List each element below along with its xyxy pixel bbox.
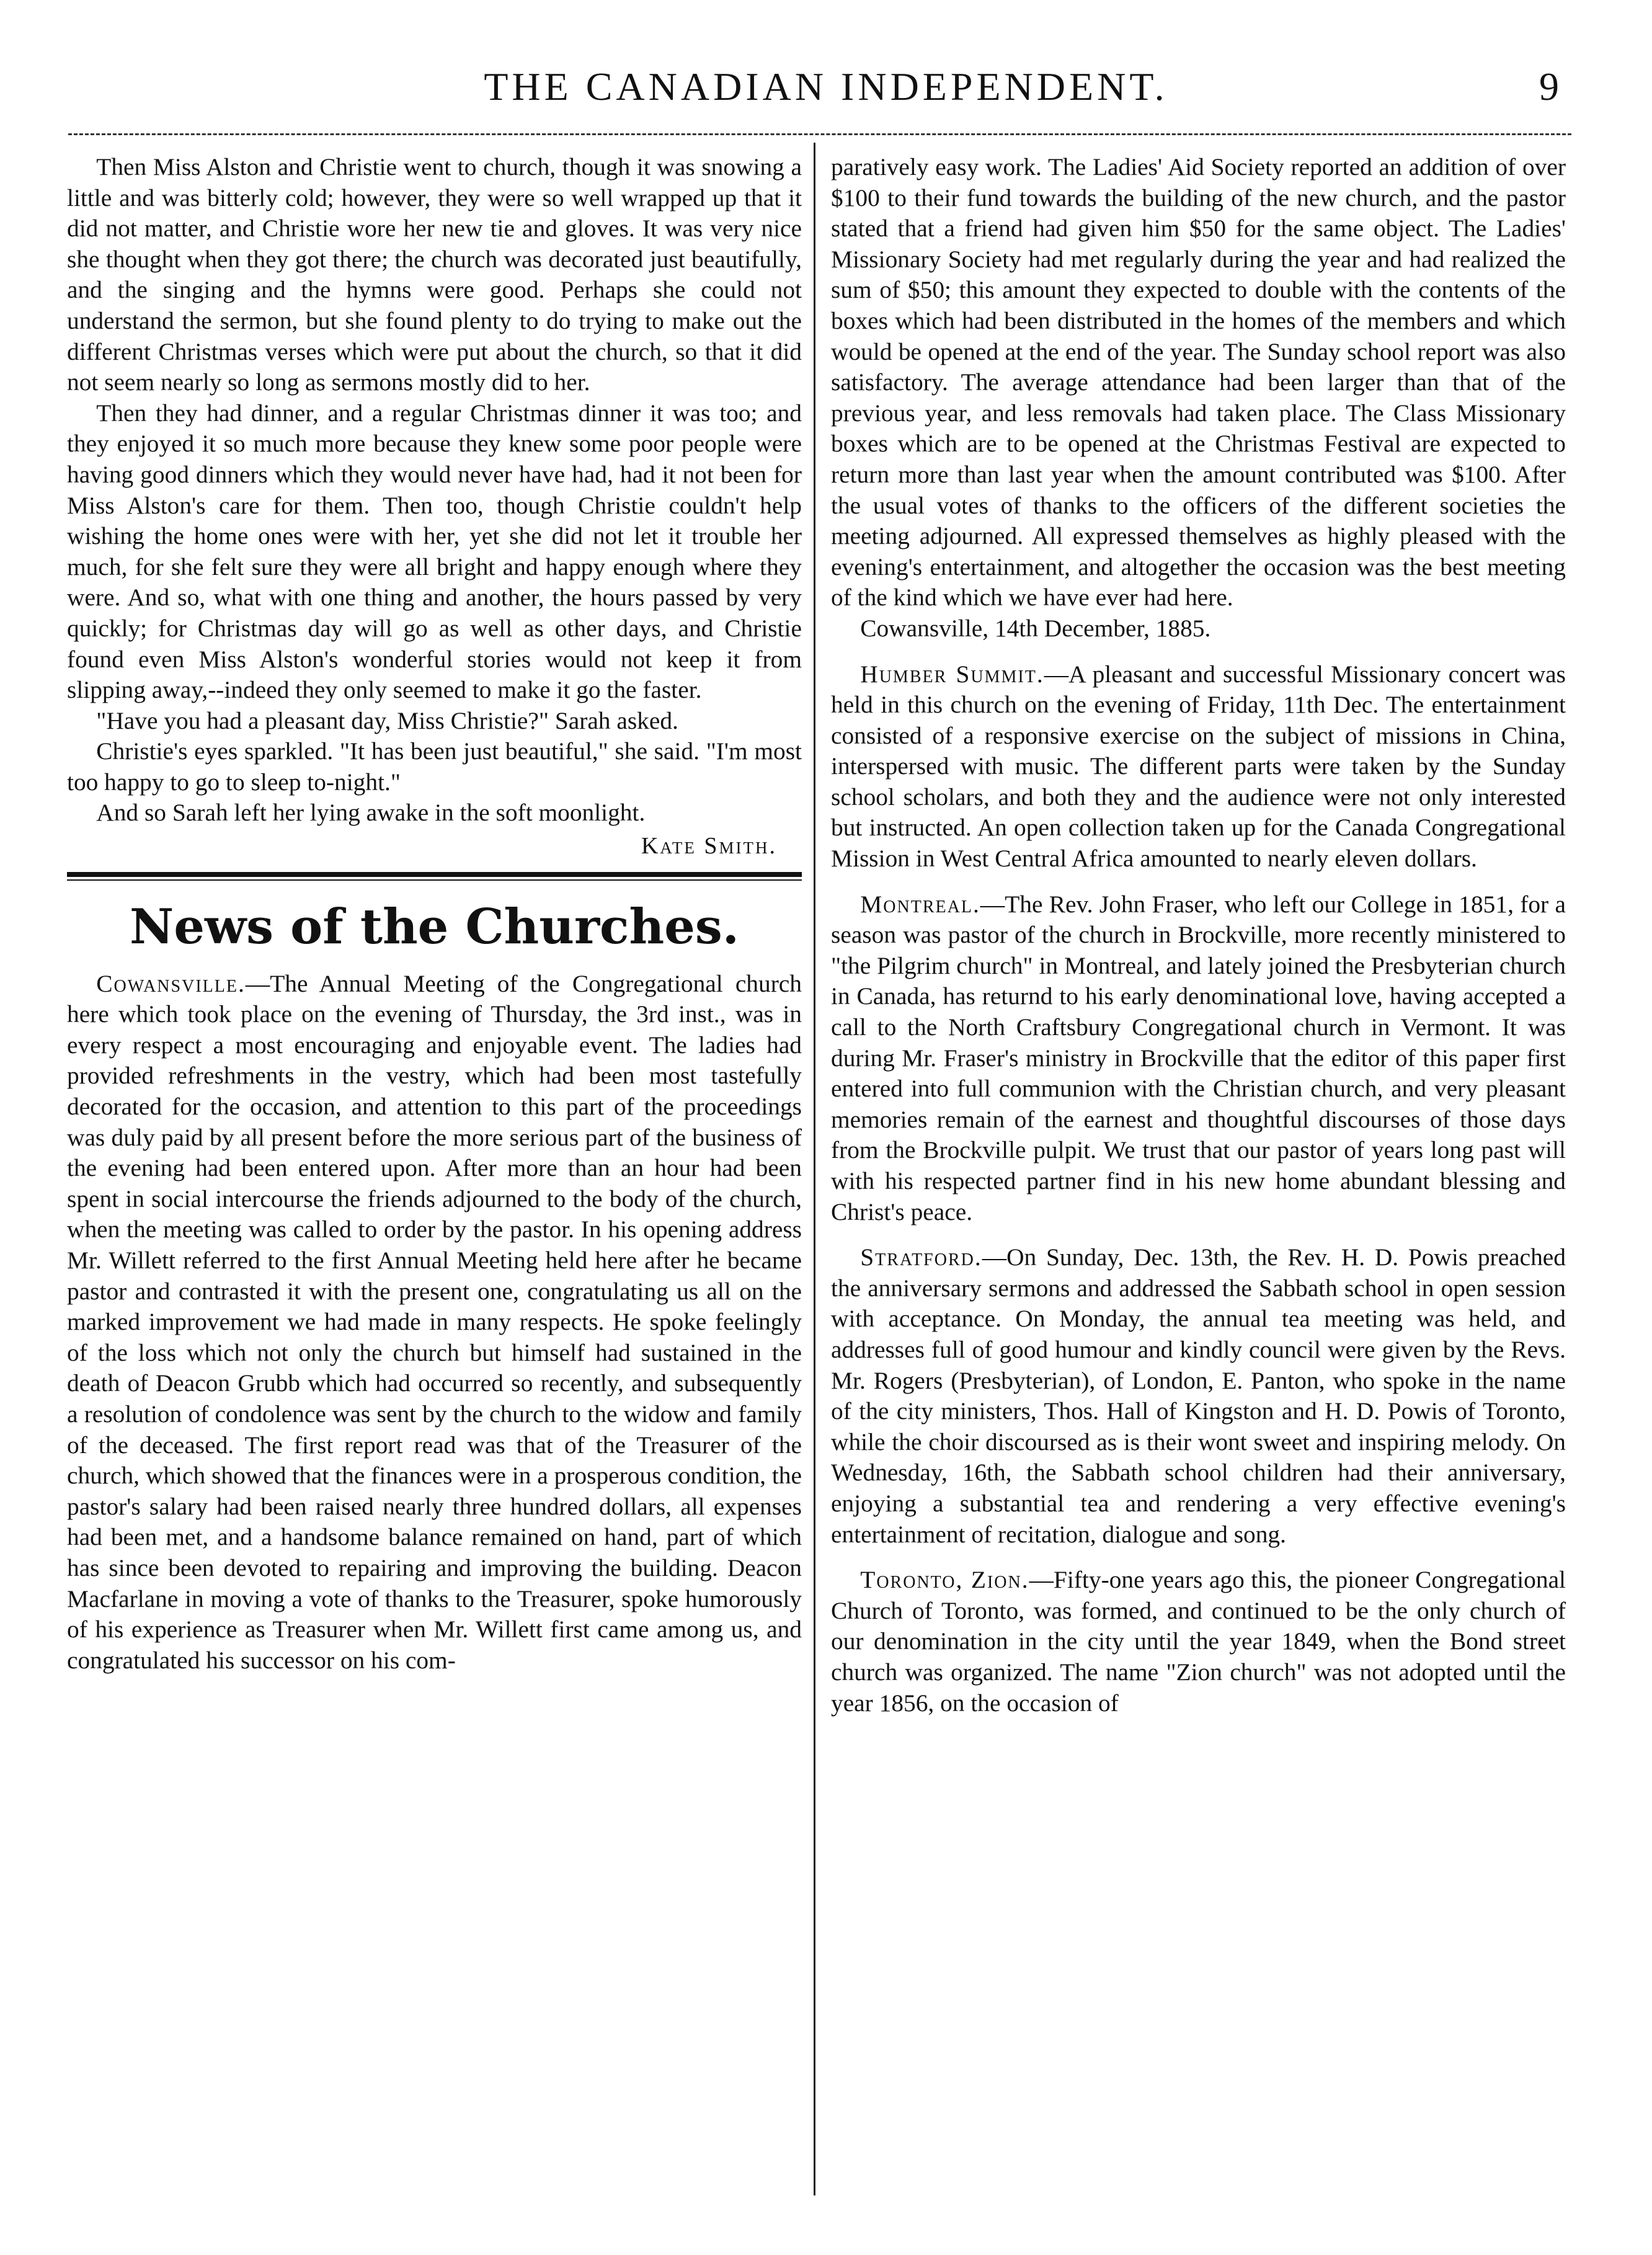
- news-text: —The Rev. John Fraser, who left our College in 1851, for a season was pastor of the church in Brockville, more recently ministered to "the Pilgrim church" in Montreal, and lately joined the Presbyterian church in Canada, has returnd to his early denominational love, having accepted a call to the North Craftsbury Congregational church in Vermont. It was during Mr. Fraser's ministry in Brockville that the editor of this paper first entered into full communion with the Christian church, and very pleasant memories remain of the earnest and thoughtful discourses of those days from the Brockville pulpit. We trust that our pastor of years long past will with his respected partner find in his new home abundant blessing and Christ's peace.: [831, 890, 1566, 1225]
- news-text: —A pleasant and successful Missionary concert was held in this church on the evening of Friday, 11th Dec. The entertainment consisted of a responsive exercise on the subject of missions in China, interspersed with music. The different parts were taken by the Sunday school scholars, and both they and the audience were not only interested but instructed. An open collection taken up for the Canada Congregational Mission in West Central Africa amounted to nearly eleven dollars.: [831, 660, 1566, 873]
- news-place: Cowansville.: [96, 969, 246, 997]
- header-rule: [68, 133, 1571, 135]
- news-place: Stratford.: [860, 1243, 982, 1271]
- story-paragraph: Christie's eyes sparkled. "It has been just beautiful," she said. "I'm most too happy to go to sleep to-night.": [67, 737, 802, 796]
- news-continuation: paratively easy work. The Ladies' Aid Society reported an addition of over $100 to their fund towards the building of the new church, and the pastor stated that a friend had given him $50 for the same object. The Ladies' Missionary Society had met regularly during the year and had realized the sum of $50; this amount they expected to double with the contents of the boxes which had been distributed in the homes of the members and which would be opened at the end of the year. The Sunday school report was also satisfactory. The average attendance had been larger than that of the previous year, and less removals had taken place. The Class Missionary boxes which are to be opened at the Christmas Festival are expected to return more than last year when the amount contributed was $100. After the usual votes of thanks to the officers of the different societies the meeting adjourned. All expressed themselves as highly pleased with the evening's entertainment, and altogether the occasion was the best meeting of the kind which we have ever had here.: [831, 153, 1566, 612]
- right-column: [831, 152, 1566, 1719]
- author-signature: Kate Smith.: [641, 833, 777, 860]
- page-number: 9: [1539, 64, 1559, 109]
- news-text: —The Annual Meeting of the Congregational church here which took place on the evening of Thursday, the 3rd inst., was in every respect a most encouraging and enjoyable event. The ladies had provided refreshments in the vestry, which had been most tastefully decorated for the occasion, and attention to this part of the proceedings was duly paid by all present before the more serious part of the business of the evening had been entered upon. After more than an hour had been spent in social intercourse the friends adjourned to the body of the church, when the meeting was called to order by the pastor. In his opening address Mr. Willett referred to the first Annual Meeting held here after he became pastor and contrasted it with the present one, congratulating us all on the marked improvement we had made in many respects. He spoke feelingly of the loss which not only the church but himself had sustained in the death of Deacon Grubb which had occurred so recently, and subsequently a resolution of condolence was sent by the church to the widow and family of the deceased. The first report read was that of the Treasurer of the church, which showed that the finances were in a prosperous condition, the pastor's salary had been raised nearly three hundred dollars, all expenses had been met, and a handsome balance remained on hand, part of which has since been devoted to repairing and improving the building. Deacon Macfarlane in moving a vote of thanks to the Treasurer, spoke humorously of his experience as Treasurer when Mr. Willett first came among us, and congratulated his successor on his com-: [67, 969, 802, 1674]
- story-paragraph: Then Miss Alston and Christie went to church, though it was snowing a little and was bitterly cold; however, they were so well wrapped up that it did not matter, and Christie wore her new tie and gloves. It was very nice she thought when they got there; the church was decorated just beautifully, and the singing and the hymns were good. Perhaps she could not understand the sermon, but she found plenty to do trying to make out the different Christmas verses which were put about the church, so that it did not seem nearly so long as sermons mostly did to her.: [67, 153, 802, 396]
- news-place: Montreal.: [860, 890, 980, 918]
- story-paragraph: Then they had dinner, and a regular Christmas dinner it was too; and they enjoyed it so much more because they knew some poor people were having good dinners which they would never have had, had it not been for Miss Alston's care for them. Then too, though Christie couldn't help wishing the home ones were with her, yet she did not let it trouble her much, for she felt sure they were all bright and happy enough where they were. And so, what with one thing and another, the hours passed by very quickly; for Christmas day will go as well as other days, and Christie found even Miss Alston's wonderful stories would not keep it from slipping away,--indeed they only seemed to make it go the faster.: [67, 399, 802, 704]
- newspaper-title: THE CANADIAN INDEPENDENT.: [484, 64, 1168, 109]
- section-title: News of the Churches.: [130, 898, 739, 955]
- left-column: [67, 152, 802, 1676]
- column-divider: [814, 143, 815, 2195]
- news-item-cowansville: [67, 969, 802, 1676]
- page-header: [0, 59, 1652, 127]
- story-paragraph: And so Sarah left her lying awake in the soft moonlight.: [96, 799, 646, 827]
- news-text: —On Sunday, Dec. 13th, the Rev. H. D. Powis preached the anniversary sermons and addressed the Sabbath school in open session with acceptance. On Monday, the annual tea meeting was held, and addresses full of good humour and kindly council were given by the Revs. Mr. Rogers (Presbyterian), of London, E. Panton, who spoke in the name of the city ministers, Thos. Hall of Kingston and H. D. Powis of Toronto, while the choir discoursed as is their wont sweet and inspiring melody. On Wednesday, 16th, the Sabbath school children had their anniversary, enjoying a substantial tea and rendering a very effective evening's entertainment of recitation, dialogue and song.: [831, 1243, 1566, 1548]
- section-rule: [67, 872, 802, 877]
- section-rule-thin: [67, 879, 802, 881]
- dateline: Cowansville, 14th December, 1885.: [860, 614, 1211, 642]
- news-item-montreal: [831, 889, 1566, 1228]
- news-item-toronto-zion: [831, 1565, 1566, 1719]
- news-place: Humber Summit.: [860, 660, 1044, 688]
- news-item-humber-summit: [831, 659, 1566, 874]
- news-item-stratford: [831, 1242, 1566, 1550]
- news-place: Toronto, Zion.: [860, 1566, 1029, 1594]
- news-text: —Fifty-one years ago this, the pioneer Congregational Church of Toronto, was formed, and continued to be the only church of our denomination in the city until the year 1849, when the Bond street church was organized. The name "Zion church" was not adopted until the year 1856, on the occasion of: [831, 1566, 1566, 1717]
- story-paragraph: "Have you had a pleasant day, Miss Christie?" Sarah asked.: [96, 706, 678, 734]
